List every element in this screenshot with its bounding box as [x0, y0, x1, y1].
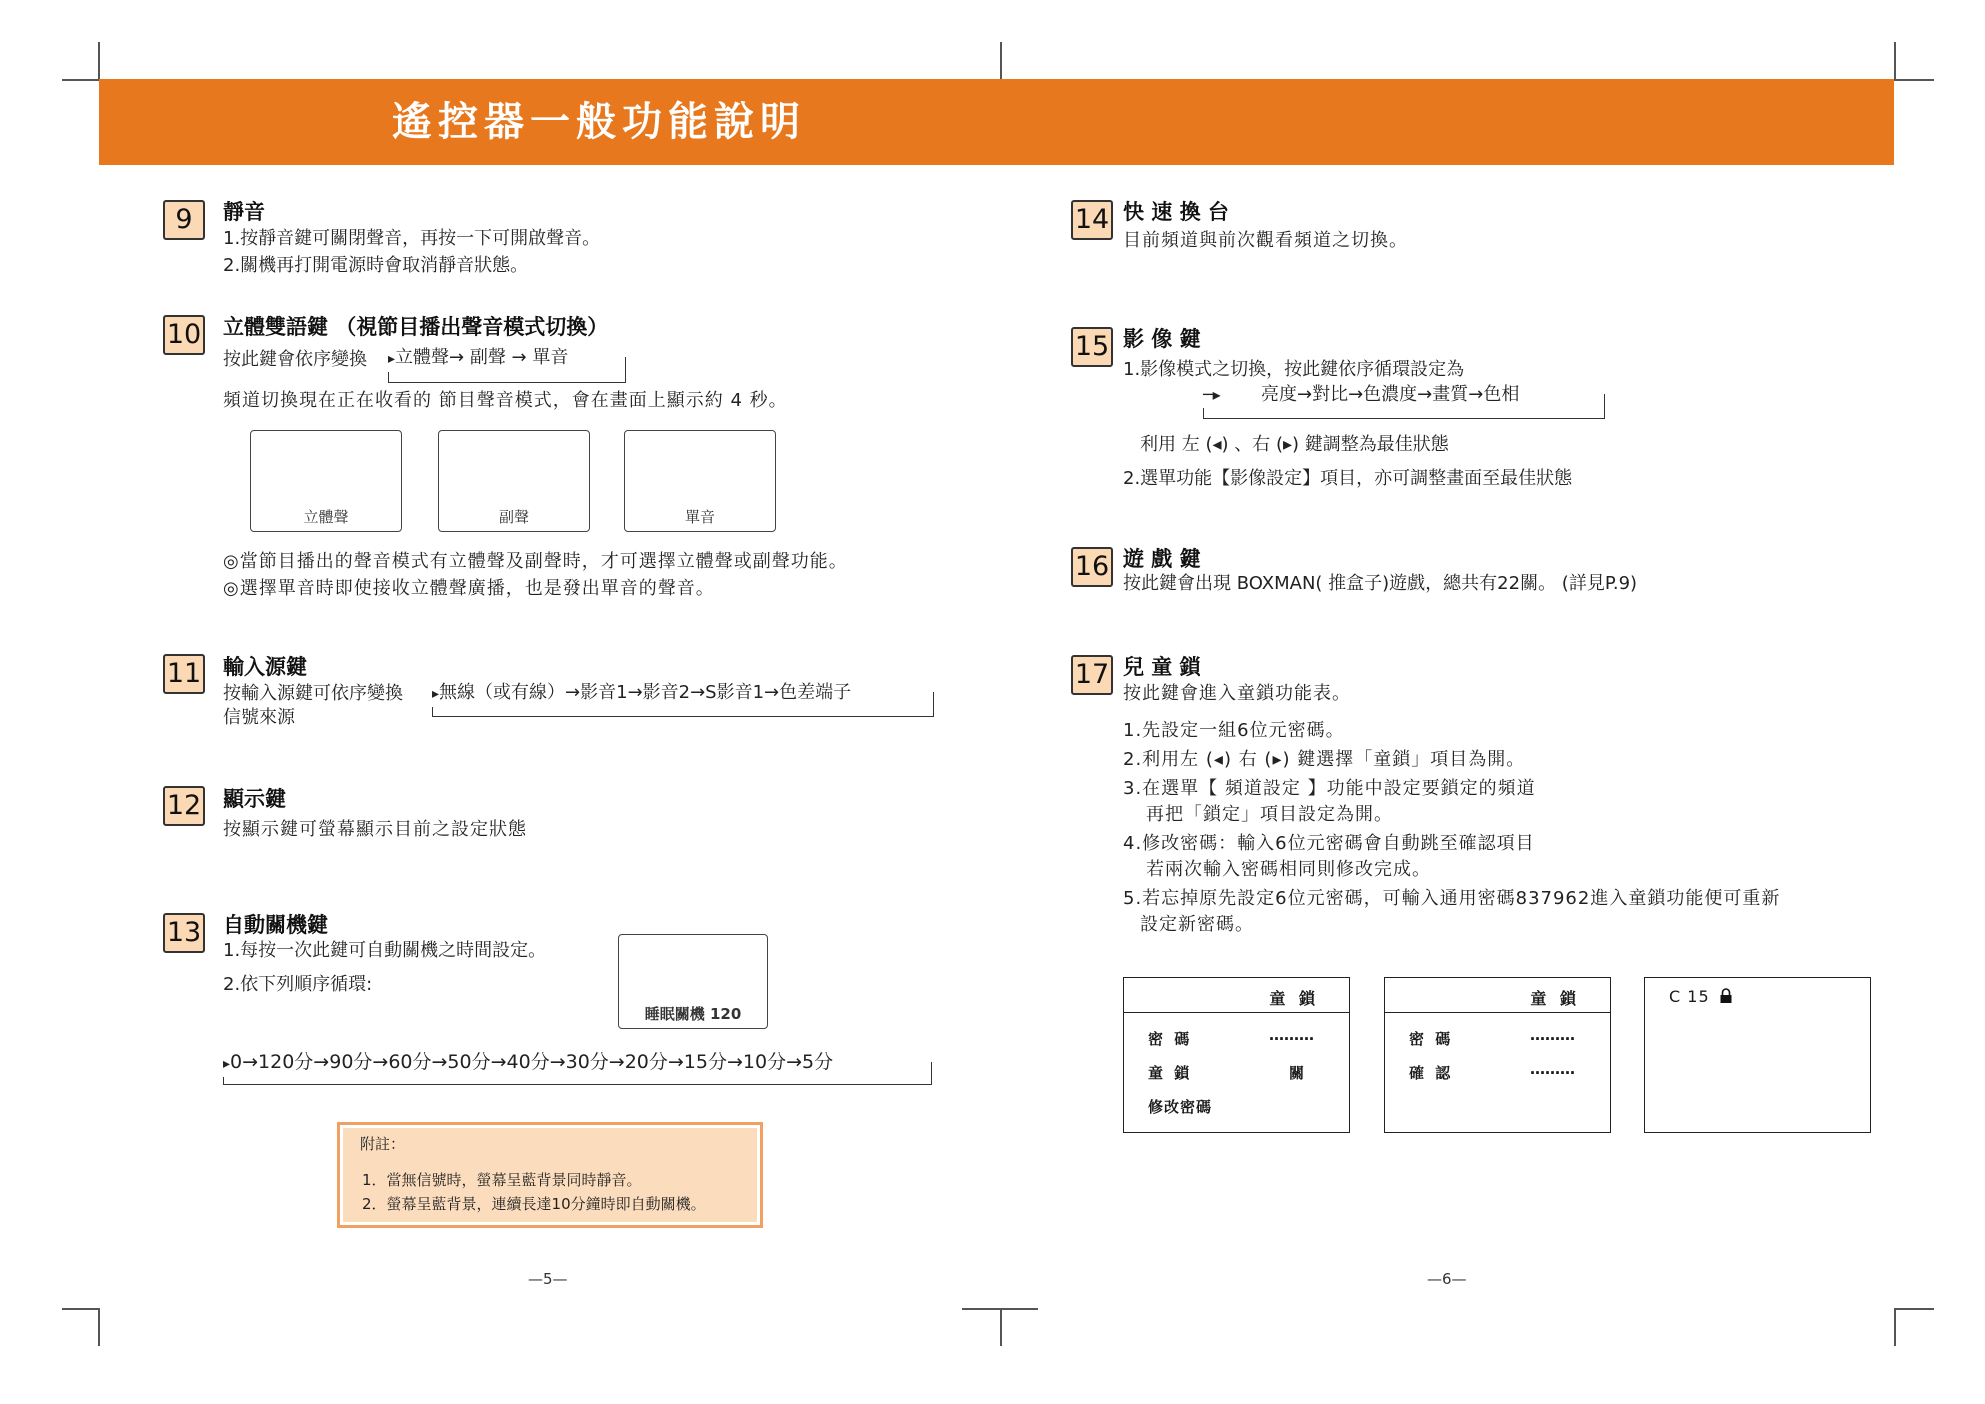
crop-mark [1000, 1308, 1002, 1346]
section-number-badge: 15 [1071, 327, 1113, 367]
screen-label: 立體聲 [303, 508, 349, 526]
section-number-badge: 10 [163, 315, 205, 355]
section-number-badge: 11 [163, 654, 205, 694]
text-line: 1.每按一次此鍵可自動關機之時間設定。 [223, 940, 547, 961]
footnote-box [337, 1122, 763, 1228]
crop-mark [62, 1308, 99, 1310]
section-heading: 輸入源鍵 [223, 655, 307, 679]
section-heading: 自動關機鍵 [223, 913, 328, 937]
screen-label: 單音 [684, 508, 715, 526]
lock-icon [1720, 988, 1732, 1007]
cycle-text: 立體聲→ 副聲 → 單音 [395, 347, 569, 368]
screen-preview [624, 430, 776, 532]
section-number-badge: 16 [1071, 547, 1113, 587]
text-line: 按此鍵會依序變換 [223, 349, 367, 370]
note-line: ◎當節目播出的聲音模式有立體聲及副聲時，才可選擇立體聲或副聲功能。 [223, 551, 848, 572]
screen-label: 副聲 [498, 508, 529, 526]
text-line: 按此鍵會出現 BOXMAN( 推盒子)遊戲，總共有22關。 (詳見P.9) [1123, 573, 1638, 594]
section-number-badge: 17 [1071, 655, 1113, 695]
section-number-badge: 14 [1071, 200, 1113, 240]
menu-label: 童 鎖 [1148, 1064, 1193, 1082]
screen-title-bar [1124, 978, 1349, 1013]
text-line: 目前頻道與前次觀看頻道之切換。 [1123, 230, 1408, 251]
note-line: ◎選擇單音時即使接收立體聲廣播，也是發出單音的聲音。 [223, 578, 715, 599]
text-line: 2.關機再打開電源時會取消靜音狀態。 [223, 255, 529, 276]
section-heading: 快 速 換 台 [1123, 200, 1229, 224]
page-number: —5— [528, 1270, 568, 1288]
footnote-title: 附註： [360, 1135, 406, 1153]
menu-value: ……… [1530, 1060, 1575, 1078]
channel-indicator [1669, 987, 1732, 1007]
text-line: 2.依下列順序循環: [223, 974, 373, 995]
list-item: 若兩次輸入密碼相同則修改完成。 [1146, 859, 1431, 880]
screen-title-bar [1385, 978, 1610, 1013]
menu-label: 密 碼 [1409, 1030, 1454, 1048]
list-item: 再把「鎖定」項目設定為開。 [1146, 804, 1393, 825]
screen-title: 童 鎖 [1269, 989, 1319, 1008]
list-item: 1.先設定一組6位元密碼。 [1123, 720, 1345, 741]
channel-lock-screen [1644, 977, 1871, 1133]
arrow-icon: ▸ [432, 686, 440, 702]
channel-text: C 15 [1669, 987, 1710, 1006]
crop-mark [98, 42, 100, 80]
section-heading: 靜音 [223, 200, 265, 224]
list-item: 4.修改密碼：輸入6位元密碼會自動跳至確認項目 [1123, 833, 1535, 854]
crop-mark [98, 1308, 100, 1346]
screen-title: 童 鎖 [1530, 989, 1580, 1008]
section-number-badge: 9 [163, 200, 205, 240]
cycle-sequence [223, 1049, 839, 1077]
text-line: 信號來源 [223, 707, 295, 728]
section-heading: 顯示鍵 [223, 787, 286, 811]
page-title: 遙控器一般功能說明 [392, 99, 806, 145]
section-number-badge: 13 [163, 913, 205, 953]
section-heading: 影 像 鍵 [1123, 327, 1201, 351]
text-line: 1.影像模式之切換，按此鍵依序循環設定為 [1123, 359, 1465, 380]
menu-label: 確 認 [1409, 1064, 1454, 1082]
text-line: 1.按靜音鍵可關閉聲音，再按一下可開啟聲音。 [223, 228, 601, 249]
password-screen [1384, 977, 1611, 1133]
menu-value: ……… [1269, 1026, 1314, 1044]
text-line: 按輸入源鍵可依序變換 [223, 683, 403, 704]
crop-mark [1894, 79, 1934, 81]
cycle-text: 無線（或有線）→影音1→影音2→S影音1→色差端子 [439, 682, 852, 703]
list-item: 3.在選單【 頻道設定 】功能中設定要鎖定的頻道 [1123, 778, 1536, 799]
crop-mark [1894, 42, 1896, 80]
text-line: 按此鍵會進入童鎖功能表。 [1123, 683, 1351, 704]
menu-value: 關 [1289, 1064, 1308, 1082]
page-number: —6— [1427, 1270, 1467, 1288]
screen-label: 睡眠關機 120 [644, 1005, 742, 1023]
text-line: 2.選單功能【影像設定】項目，亦可調整畫面至最佳狀態 [1123, 468, 1573, 489]
lock-menu-screen [1123, 977, 1350, 1133]
crop-mark [962, 1308, 1038, 1310]
list-item: 5.若忘掉原先設定6位元密碼，可輸入通用密碼837962進入童鎖功能便可重新 [1123, 888, 1781, 909]
section-heading: 立體雙語鍵 （視節目播出聲音模式切換） [223, 315, 609, 339]
menu-value: ……… [1530, 1026, 1575, 1044]
arrow-icon: ▸ [388, 351, 396, 367]
title-banner [99, 79, 1894, 165]
section-heading: 兒 童 鎖 [1123, 655, 1201, 679]
text-line: 按顯示鍵可螢幕顯示目前之設定狀態 [223, 819, 527, 840]
list-item: 設定新密碼。 [1140, 914, 1254, 935]
screen-preview [618, 934, 768, 1029]
cycle-sequence [388, 345, 572, 372]
crop-mark [62, 79, 99, 81]
footnote-line: 2．螢幕呈藍背景，連續長達10分鐘時即自動關機。 [362, 1195, 706, 1213]
crop-mark [1894, 1308, 1896, 1346]
screen-preview [438, 430, 590, 532]
cycle-text: 0→120分→90分→60分→50分→40分→30分→20分→15分→10分→5分 [230, 1051, 834, 1073]
arrow-icon: ─▸ [1203, 382, 1221, 408]
crop-mark [1000, 42, 1002, 80]
cycle-text: 亮度→對比→色濃度→畫質→色相 [1255, 382, 1525, 408]
section-number-badge: 12 [163, 786, 205, 826]
footnote-line: 1．當無信號時，螢幕呈藍背景同時靜音。 [362, 1171, 642, 1189]
list-item: 2.利用左 (◂) 右 (▸) 鍵選擇「童鎖」項目為開。 [1123, 749, 1526, 770]
arrow-icon: ▸ [223, 1056, 231, 1072]
text-line: 利用 左 (◂) 、右 (▸) 鍵調整為最佳狀態 [1140, 434, 1449, 455]
text-line: 頻道切換現在正在收看的 節目聲音模式，會在畫面上顯示約 4 秒。 [223, 390, 788, 411]
section-heading: 遊 戲 鍵 [1123, 547, 1201, 571]
screen-preview [250, 430, 402, 532]
crop-mark [1894, 1308, 1934, 1310]
menu-label: 修改密碼 [1148, 1098, 1213, 1116]
cycle-sequence [432, 680, 855, 707]
menu-label: 密 碼 [1148, 1030, 1193, 1048]
